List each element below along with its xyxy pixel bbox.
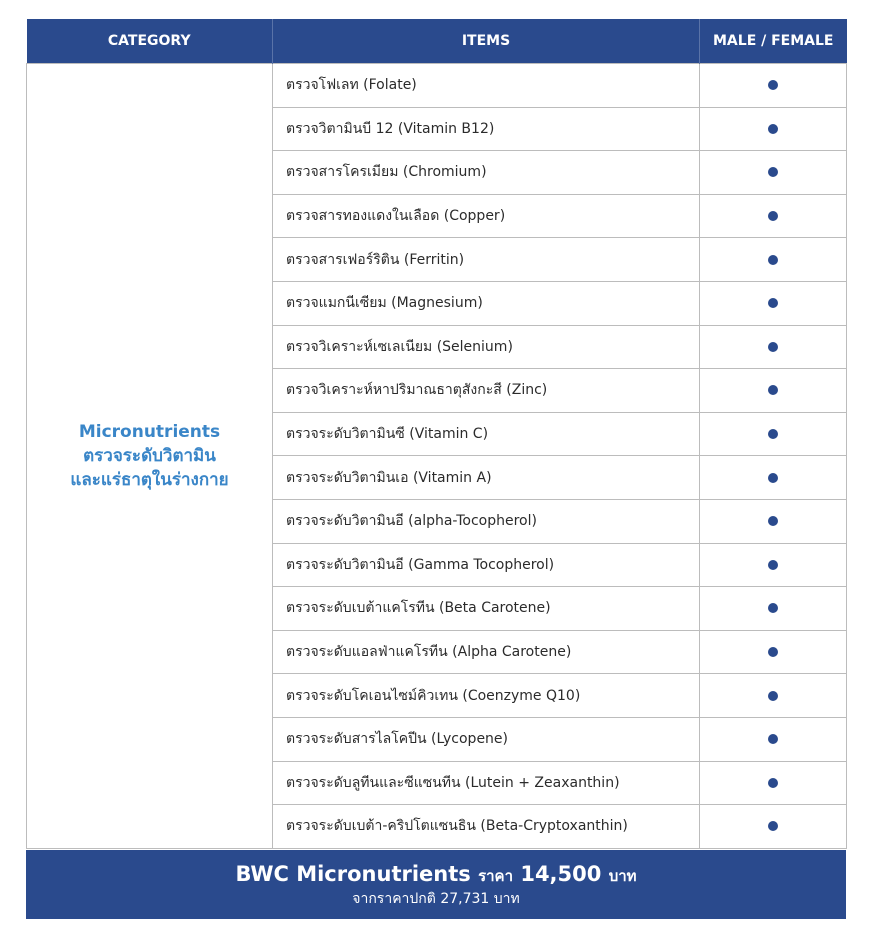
- item-name: ตรวจวิเคราะห์หาปริมาณธาตุสังกะสี (Zinc): [273, 369, 700, 413]
- gender-cell: [700, 281, 847, 325]
- table-body: [27, 64, 847, 849]
- item-name: ตรวจระดับแอลฟ่าแคโรทีน (Alpha Carotene): [273, 630, 700, 674]
- gender-cell: [700, 369, 847, 413]
- regular-price: จากราคาปกติ 27,731 บาท: [352, 891, 520, 907]
- gender-cell: [700, 412, 847, 456]
- dot-icon: [768, 821, 778, 831]
- gender-cell: [700, 64, 847, 108]
- dot-icon: [768, 603, 778, 613]
- dot-icon: [768, 647, 778, 657]
- package-table: [26, 19, 847, 849]
- item-name: ตรวจระดับสารไลโคปีน (Lycopene): [273, 717, 700, 761]
- item-name: ตรวจแมกนีเซียม (Magnesium): [273, 281, 700, 325]
- gender-cell: [700, 543, 847, 587]
- item-name: ตรวจวิเคราะห์เซเลเนียม (Selenium): [273, 325, 700, 369]
- price-line: [26, 860, 846, 890]
- table-header-row: [27, 19, 847, 64]
- dot-icon: [768, 255, 778, 265]
- item-name: ตรวจระดับเบต้าแคโรทีน (Beta Carotene): [273, 587, 700, 631]
- price-label: ราคา: [478, 867, 514, 885]
- dot-icon: [768, 560, 778, 570]
- dot-icon: [768, 342, 778, 352]
- gender-cell: [700, 630, 847, 674]
- item-name: ตรวจระดับวิตามินอี (Gamma Tocopherol): [273, 543, 700, 587]
- gender-cell: [700, 717, 847, 761]
- item-name: ตรวจระดับวิตามินซี (Vitamin C): [273, 412, 700, 456]
- item-name: ตรวจสารเฟอร์ริติน (Ferritin): [273, 238, 700, 282]
- gender-cell: [700, 499, 847, 543]
- item-name: ตรวจระดับโคเอนไซม์คิวเทน (Coenzyme Q10): [273, 674, 700, 718]
- dot-icon: [768, 80, 778, 90]
- dot-icon: [768, 124, 778, 134]
- package-name: BWC Micronutrients: [235, 862, 471, 886]
- header-gender: MALE / FEMALE: [700, 19, 847, 64]
- category-cell: [27, 64, 273, 849]
- item-name: ตรวจระดับเบต้า-คริปโตแซนธิน (Beta-Cryptoxanthin): [273, 805, 700, 849]
- header-category: CATEGORY: [27, 19, 273, 64]
- dot-icon: [768, 516, 778, 526]
- category-line1: Micronutrients: [78, 421, 221, 442]
- category-line3: และแร่ธาตุในร่างกาย: [70, 469, 229, 490]
- gender-cell: [700, 238, 847, 282]
- dot-icon: [768, 429, 778, 439]
- item-name: ตรวจสารโครเมียม (Chromium): [273, 151, 700, 195]
- dot-icon: [768, 734, 778, 744]
- dot-icon: [768, 778, 778, 788]
- category-line2: ตรวจระดับวิตามิน: [83, 445, 216, 466]
- gender-cell: [700, 194, 847, 238]
- dot-icon: [768, 691, 778, 701]
- gender-cell: [700, 805, 847, 849]
- dot-icon: [768, 473, 778, 483]
- gender-cell: [700, 674, 847, 718]
- gender-cell: [700, 587, 847, 631]
- header-items: ITEMS: [273, 19, 700, 64]
- dot-icon: [768, 385, 778, 395]
- price-currency: บาท: [608, 867, 637, 885]
- item-name: ตรวจระดับวิตามินอี (alpha-Tocopherol): [273, 499, 700, 543]
- gender-cell: [700, 456, 847, 500]
- gender-cell: [700, 325, 847, 369]
- gender-cell: [700, 151, 847, 195]
- item-name: ตรวจโฟเลท (Folate): [273, 64, 700, 108]
- table-row: [27, 64, 847, 108]
- item-name: ตรวจระดับลูทีนและซีแซนทีน (Lutein + Zeaxanthin): [273, 761, 700, 805]
- item-name: ตรวจระดับวิตามินเอ (Vitamin A): [273, 456, 700, 500]
- item-name: ตรวจสารทองแดงในเลือด (Copper): [273, 194, 700, 238]
- dot-icon: [768, 211, 778, 221]
- item-name: ตรวจวิตามินบี 12 (Vitamin B12): [273, 107, 700, 151]
- price-value: 14,500: [520, 862, 602, 886]
- gender-cell: [700, 761, 847, 805]
- package-table-wrapper: [26, 19, 846, 849]
- dot-icon: [768, 298, 778, 308]
- gender-cell: [700, 107, 847, 151]
- price-banner: [26, 850, 846, 919]
- dot-icon: [768, 167, 778, 177]
